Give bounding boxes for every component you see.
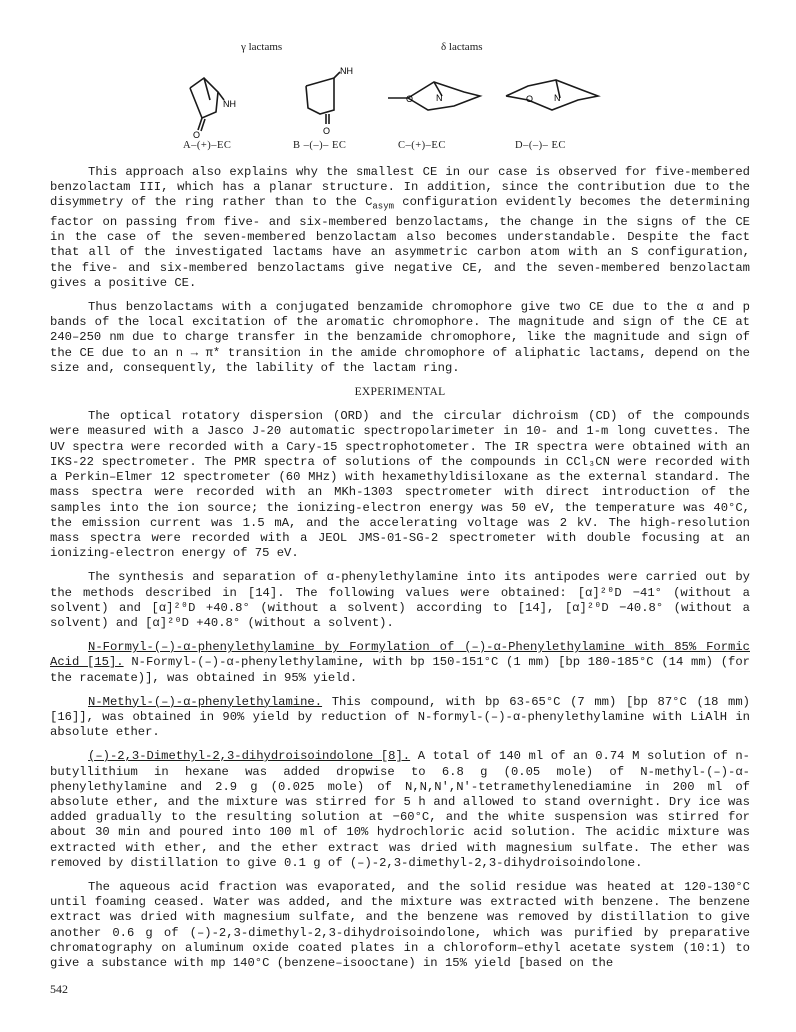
structure-b-nh-atom: NH [340,66,353,76]
delta-lactams-header: δ lactams [441,41,483,53]
paragraph-6-body: This compound, with bp 63-65°C (7 mm) [bp 87°C (18 mm) [16]], was obtained in 90% yield by reduction of N-formyl-(–)-α-phenylethylamine with LiAlH in absolute ether. [50,694,750,740]
structure-c-n-atom: N [436,93,443,103]
paragraph-6 [50,695,750,741]
structure-a-label: A–(+)–EC [183,140,232,151]
experimental-heading: EXPERIMENTAL [354,386,446,399]
paragraph-4: The synthesis and separation of α-phenylethylamine into its antipodes were carried out by the methods described in [14]. The following values were obtained: [α]²⁰D −41° (without a solvent) and [α]²⁰D +40.8° (without a solvent) according to [14], [α]²⁰D −40.8° (without a solvent) and [α]²⁰D +40.8° (without a solvent). [50,570,750,630]
paragraph-2: Thus benzolactams with a conjugated benzamide chromophore give two CE due to the α and p bands of the local excitation of the aromatic chromophore. The magnitude and sign of the CE at 240–250 nm due to charge transfer in the benzamide chromophore, like the magnitude and sign of the CE due to an n → π* transition in the amide chromophore of aliphatic lactams, depend on the size and, consequently, the lability of the lactam ring. [50,300,750,375]
paragraph-1 [50,165,750,291]
paragraph-7-body: A total of 140 ml of an 0.74 M solution of n-butyllithium in hexane was added dropwise to 6.8 g (0.05 mole) of N-methyl-(–)-α-phenylethylamine and 2.9 g (0.025 mole) of N,N,N′,N′-tetramethylenediamine in 200 ml of absolute ether, and the mixture was stirred for 5 h and allowed to stand overnight. Dry ice was added gradually to the resulting solution at −60°C, and the white suspension was stirred for about 30 min and poured into 100 ml of 10% hydrochloric acid solution. The acidic mixture was extracted with ether, and the ether extract was dried with magnesium sulfate. The ether was removed by distillation to give 0.1 g of (–)-2,3-dimethyl-2,3-dihydroisoindolone. [50,749,750,870]
structure-d-n-atom: N [554,93,561,103]
structure-c-label: C–(+)–EC [398,140,446,151]
structure-b-o-atom: O [323,126,331,136]
paragraph-5 [50,640,750,686]
structure-d-label: D–(–)– EC [515,140,566,151]
structure-b-label: B –(–)– EC [293,140,347,151]
structure-a-nh-atom: NH [223,99,236,109]
gamma-lactams-header: γ lactams [241,41,283,53]
structure-d-o-atom: O [526,94,534,104]
page-number: 542 [50,982,68,996]
paragraph-1-part-a: This approach also explains why the smallest CE in our case is observed for five-membered benzolactam III, which has a planar structure. In addition, since the contribution due to the disymmetry of the ring rather than to the C [50,165,750,210]
paragraph-5-title: N-Formyl-(–)-α-phenylethylamine by Formylation of (–)-α-Phenylethylamine with 85% Formic Acid [15]. [50,640,750,670]
structure-d-drawing [502,72,602,122]
structure-c-o-atom: O [406,94,414,104]
paragraph-3: The optical rotatory dispersion (ORD) and the circular dichroism (CD) of the compounds were measured with a Jasco J-20 automatic spectropolarimeter in 10- and 1-m long cuvettes. The UV spectra were recorded with a Cary-15 spectrophotometer. The IR spectra were obtained with an IKS-22 spectrometer. The PMR spectra of solutions of the compounds in CCl₃CN were recorded with a Perkin–Elmer 12 spectrometer (60 MHz) with hexamethyldisiloxane as the external standard. The mass spectra were recorded with an MKh-1303 spectrometer with direct introduction of the samples into the ion source; the ionizing-electron energy was 50 eV, the temperature was 40°C, the emission current was 1.5 mA, and the accelerating voltage was 2 kV. The high-resolution mass spectra were recorded with a JEOL JMS-01-SG-2 spectrometer with double focusing at an ionizing-electron energy of 75 eV. [50,409,750,561]
structure-a-o-atom: O [193,130,201,140]
paragraph-1-part-b: configuration evidently becomes the determining factor on passing from five- and six-membered benzolactams, the change in the signs of the CE in the case of the seven-membered benzolactam also becomes understandable. Despite the fact that all of the investigated lactams have an asymmetric carbon atom with an S configuration, the five- and six-membered benzolactams give negative CE, and the seven-membered benzolactam gives a positive CE. [50,195,750,290]
structure-b-drawing [294,64,364,140]
body-text [50,165,750,980]
structure-a-drawing [180,72,260,140]
paragraph-7 [50,749,750,871]
structure-c-drawing [384,72,484,122]
asym-subscript: asym [372,201,394,212]
paragraph-6-title: N-Methyl-(–)-α-phenylethylamine. [88,694,323,709]
paragraph-7-title: (–)-2,3-Dimethyl-2,3-dihydroisoindolone [8]. [88,749,411,764]
paragraph-8: The aqueous acid fraction was evaporated, and the solid residue was heated at 120-130°C until foaming ceased. Water was added, and the mixture was extracted with benzene. The benzene extract was dried with magnesium sulfate, and the benzene was removed by distillation to give another 0.6 g of (–)-2,3-dimethyl-2,3-dihydroisoindolone, which was purified by preparative chromatography on aluminum oxide coated plates in a chloroform–ethyl acetate system (10:1) to give a substance with mp 140°C (benzene–isooctane) in 15% yield [based on the [50,879,750,970]
paragraph-5-body: N-Formyl-(–)-α-phenylethylamine, with bp 150-151°C (1 mm) [bp 180-185°C (14 mm) (for the racemate)], was obtained in 95% yield. [50,655,750,685]
